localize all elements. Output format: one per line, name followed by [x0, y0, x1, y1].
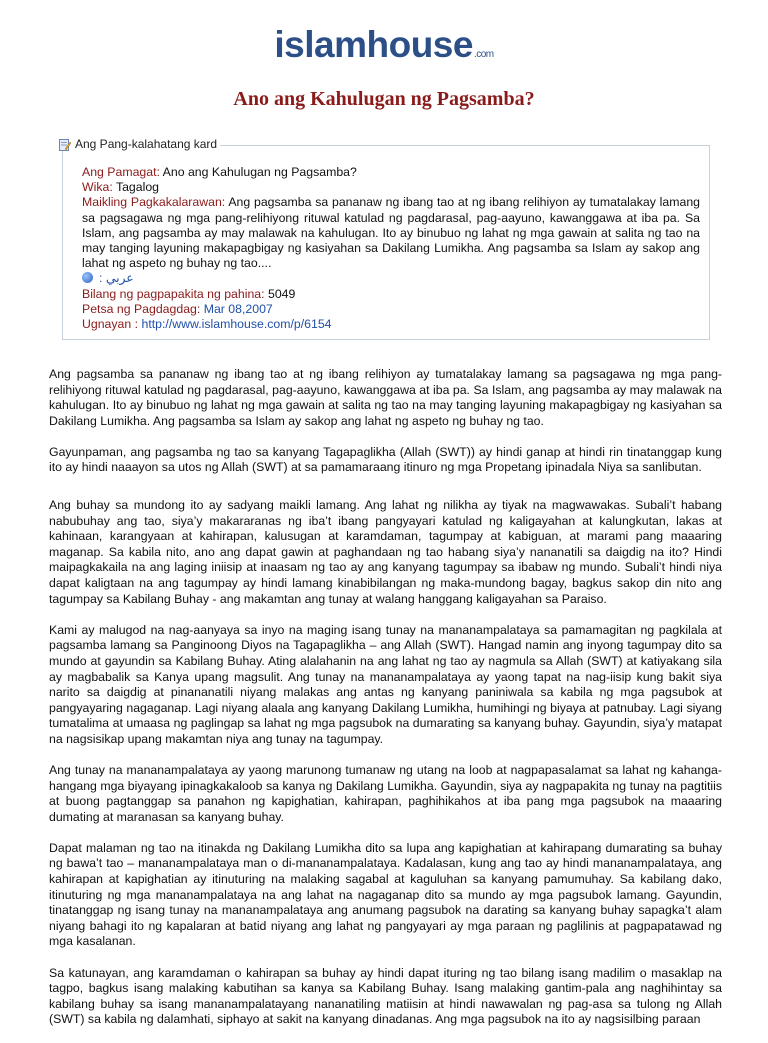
logo-text: islamhouse	[274, 24, 473, 65]
globe-icon	[82, 272, 93, 283]
language-label: Wika:	[82, 180, 113, 195]
link-label: Ugnayan :	[82, 317, 139, 332]
article-body	[49, 367, 722, 1043]
card-body	[82, 165, 700, 332]
logo-suffix: .com	[473, 49, 494, 60]
page-title: Ano ang Kahulugan ng Pagsamba?	[233, 88, 535, 110]
paragraph: Dapat malaman ng tao na itinakda ng Dakilang Lumikha dito sa lupa ang kapighatian at kahirapang dumarating sa buhay ng bawa’t tao – mananampalataya man o di-mananampalataya. Kadalasan, kung ang tao ay hindi mananampalataya, ang kahirapan at kapighatian ay itinuturing na malaking sagabal at kaguluhan sa kanyang pamumuhay. Sa kabilang dako, itinuturing ng mga mananampalataya na ang lahat na nagaganap dito sa mundo ay mga pagsubok lamang. Gayundin, tinatanggap ng isang tunay na mananampalataya ang anumang pagsubok na darating sa kanyang buhay sapagka’t alam niyang bahagi ito ng kapalaran at batid niyang ang lahat ng pangyayari ay mga paraan ng paglilinis at pagpapatawad ng mga kasalanan.	[49, 840, 722, 949]
date-label: Petsa ng Pagdagdag:	[82, 301, 201, 316]
card-title-row	[82, 165, 700, 180]
edit-document-icon	[59, 138, 71, 151]
site-logo[interactable]	[0, 24, 768, 66]
date-row	[82, 302, 700, 317]
paragraph: Ang tunay na mananampalataya ay yaong marunong tumanaw ng utang na loob at nagpapasalamat sa lahat ng kahanga-hangang mga biyayang ipinagkakaloob sa kanya ng Dakilang Lumikha. Gayundin, siya ay nagpapakita ng tunay na pagtitiis at buong pagtanggap sa panahon ng kapighatian, kahirapan, paghihikahos at iba pang mga pagsubok na maaaring dumating at maranasan sa kanyang buhay.	[49, 762, 722, 824]
card-legend	[58, 137, 220, 151]
views-label: Bilang ng pagpapakita ng pahina:	[82, 286, 265, 301]
card-description	[82, 195, 700, 271]
card-language-row	[82, 180, 700, 195]
paragraph: Sa katunayan, ang karamdaman o kahirapan sa buhay ay hindi dapat ituring ng tao bilang isang madilim o masaklap na tagpo, bagkus isang malaking kabutihan sa kanya sa Kabilang Buhay. Isang malaking gantim-pala ang naghihintay sa kabilang buhay sa isang mananampalatayang nananatiling matiisin at hindi nawawalan ng pag-asa sa tulong ng Allah (SWT) sa kabila ng dalamhati, siphayo at sakit na kanyang dinadanas. Ang mga pagsubok na ito ay nagsisilbing paraan	[49, 965, 722, 1027]
paragraph: Kami ay malugod na nag-aanyaya sa inyo na maging isang tunay na mananampalataya sa pamamagitan ng pagkilala at pagsamba lamang sa Panginoong Diyos na Tagapaglikha – ang Allah (SWT). Hangad namin ang inyong tagumpay dito sa mundo at gayundin sa Kabilang Buhay. Ating alalahanin na ang lahat ng tao ay nagmula sa Allah (SWT) at katiyakang sila ay magbabalik sa Kanya upang magsulit. Ang tunay na mananampalataya ay yaong tapat na nag-iisip kung bakit siya narito sa daigdig at pinananatili niyang malakas ang antas ng kanyang paniniwala sa kabila ng mga pagsubok at pangyayaring nagaganap. Lagi niyang alaala ang kanyang Dakilang Lumikha, humihingi ng biyaya at patnubay. Lagi siyang tumatalima at umaasa ng paglingap sa lahat ng mga pagsubok na dumarating sa kanyang buhay. Gayundin, siya’y matapat na nagsisikap upang makamtan niya ang tunay na tagumpay.	[49, 622, 722, 746]
card-legend-text: Ang Pang-kalahatang kard	[75, 137, 218, 151]
link-value[interactable]: http://www.islamhouse.com/p/6154	[138, 317, 332, 332]
description-label: Maikling Pagkakalarawan:	[82, 195, 226, 210]
paragraph: Ang pagsamba sa pananaw ng ibang tao at ng ibang relihiyon ay tumatalakay lamang sa pagsagawa ng mga pang-relihiyong rituwal katulad ng pagdarasal, pag-aayuno, kawanggawa at iba pa. Sa Islam, ang pagsamba ay may malawak na kahulugan. Ito ay binubuo ng lahat ng mga gawain at salita ng tao na may tanging layuning makapagbigay ng kasiyahan sa Dakilang Lumikha. Ang pagsamba sa Islam ay sakop ang lahat ng aspeto ng buhay ng tao.	[49, 367, 722, 428]
paragraph: Gayunpaman, ang pagsamba ng tao sa kanyang Tagapaglikha (Allah (SWT)) ay hindi ganap at hindi rin tinatanggap kung ito ay hindi naaayon sa utos ng Allah (SWT) at sa pamamaraang itinuro ng mga Propetang ipinadala Niya sa sanlibutan.	[49, 444, 722, 475]
views-row	[82, 287, 700, 302]
language-value: Tagalog	[112, 180, 160, 195]
link-row	[82, 317, 700, 332]
views-value: 5049	[264, 286, 296, 301]
description-value: Ang pagsamba sa pananaw ng ibang tao at ng ibang relihiyon ay tumatalakay lamang sa pagsagawa ng mga pang-relihiyong rituwal katulad ng pagdarasal, pag-aayuno, kawanggawa at iba pa. Sa Islam, ang pagsamba ay may malawak na kahulugan. Ito ay binubuo ng lahat ng mga gawain at salita ng tao na may tanging layuning makapagbigay ng kasiyahan sa Dakilang Lumikha. Ang pagsamba sa Islam ay sakop ang lahat ng aspeto ng buhay ng tao....	[82, 195, 701, 271]
title-value: Ano ang Kahulugan ng Pagsamba?	[159, 165, 357, 179]
title-label: Ang Pamagat:	[82, 165, 160, 179]
other-language-link[interactable]: عربي :	[99, 271, 134, 286]
date-value: Mar 08,2007	[200, 301, 273, 316]
paragraph: Ang buhay sa mundong ito ay sadyang maikli lamang. Ang lahat ng nilikha ay tiyak na magwawakas. Subali’t habang nabubuhay ang tao, siya’y makararanas ng iba’t ibang pangyayari katulad ng kaligayahan at kalungkutan, lakas at kahinaan, karangyaan at kahirapan, kalusugan at karamdaman, tagumpay at kabiguan, at marami pang maaaring maganap. Sa kabila nito, ano ang dapat gawin at paghandaan ng tao habang siya’y nananatili sa daigdig na ito? Hindi maipagkakaila na ang laging iniisip at inaasam ng tao ay ang kanyang tagumpay sa ibabaw ng mundo. Subali’t hindi niya dapat kaligtaan na ang tagumpay ay hindi lamang kinabibilangan ng maka-mundong bagay, bagkus sakop din nito ang tagumpay sa Kabilang Buhay - ang makamtan ang tunay at walang hanggang kaligayahan sa Paraiso.	[49, 498, 722, 606]
other-language-row[interactable]	[82, 271, 700, 286]
